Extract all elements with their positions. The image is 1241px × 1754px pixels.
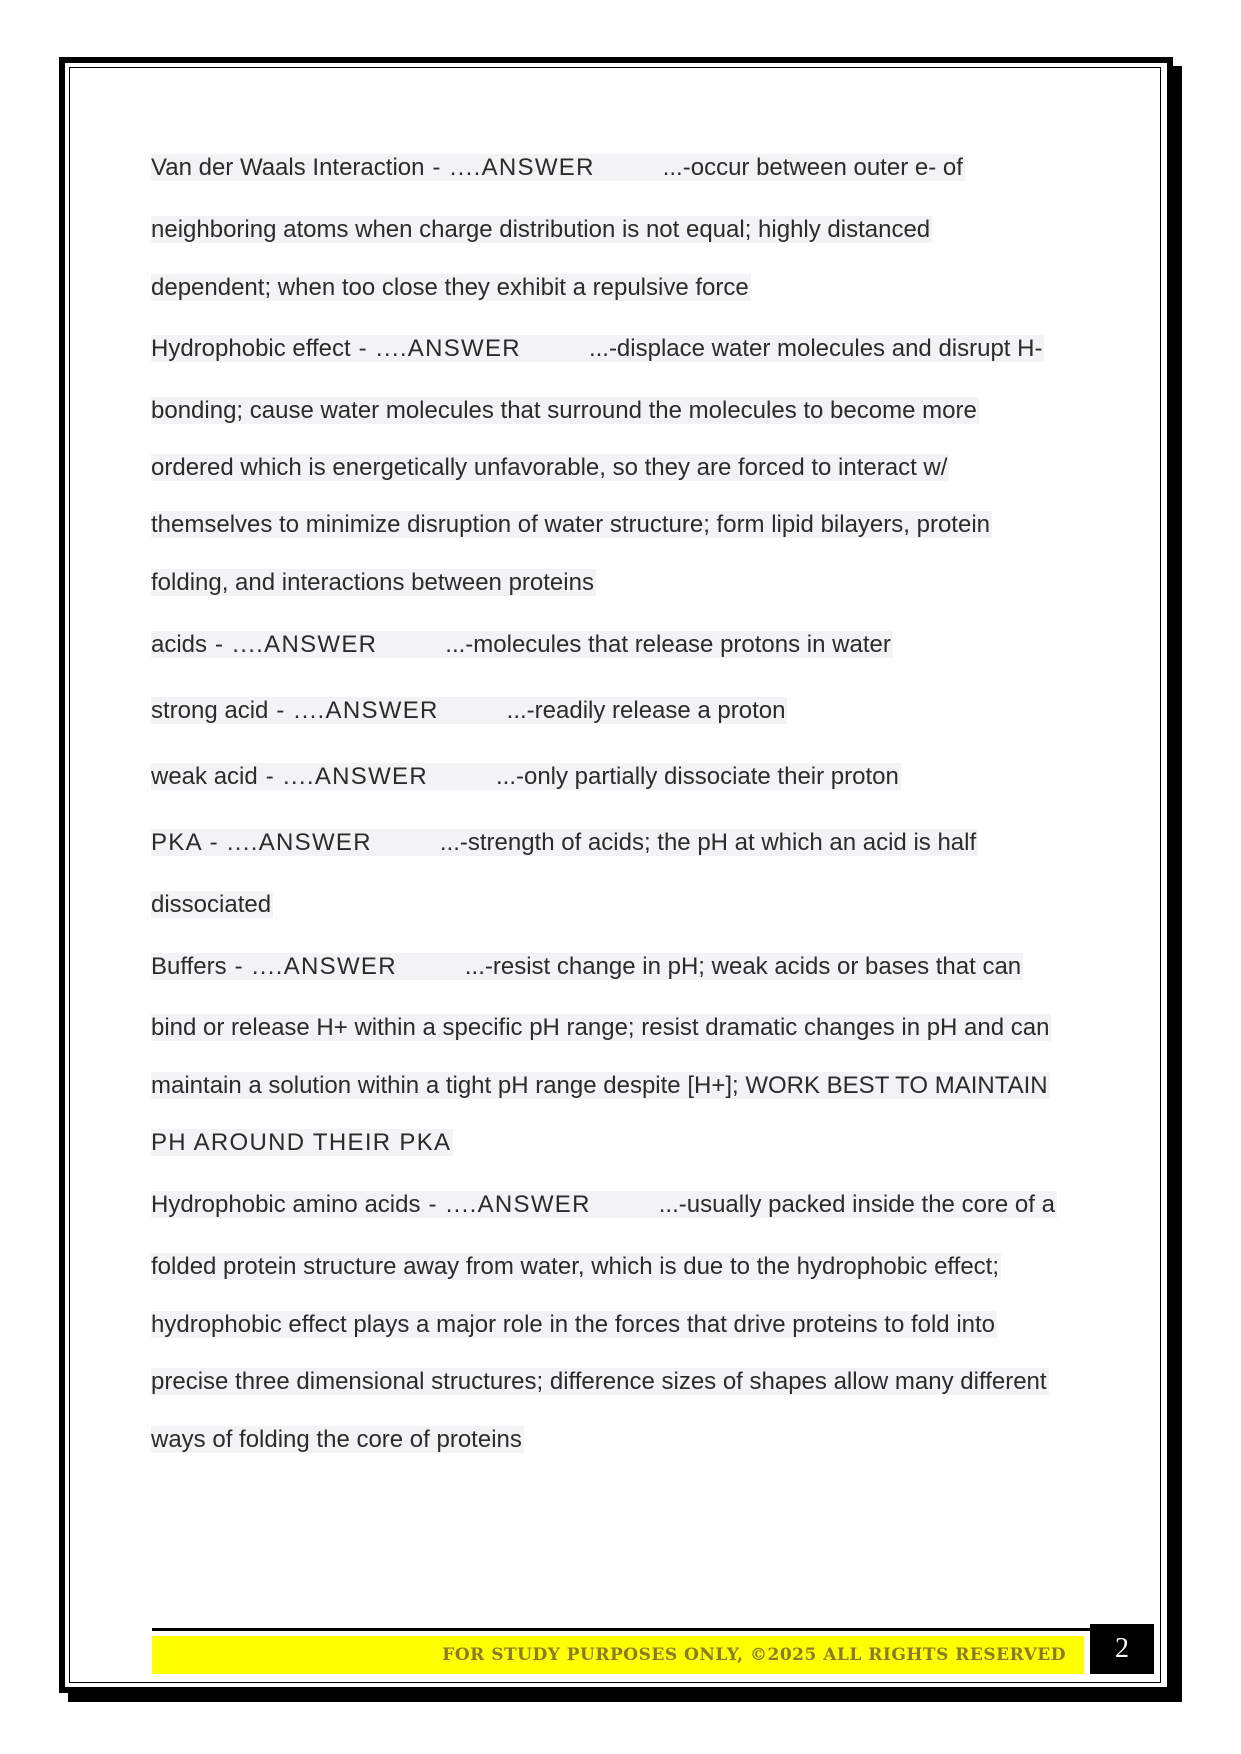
answer-marker: - ....ANSWER xyxy=(207,631,378,658)
entry-line: neighboring atoms when charge distribution is not equal; highly distanced xyxy=(151,216,931,243)
entry-heading xyxy=(151,762,901,792)
entry-heading xyxy=(151,952,1023,982)
entry-line: bonding; cause water molecules that surround the molecules to become more xyxy=(151,397,977,424)
entry-term: Van der Waals Interaction xyxy=(151,154,425,181)
entry-heading xyxy=(151,630,893,660)
entry-answer: ...-occur between outer e- of xyxy=(662,154,963,181)
entry-term: PKA xyxy=(151,829,202,856)
entry-term: Hydrophobic amino acids xyxy=(151,1191,421,1218)
entry-answer: ...-resist change in pH; weak acids or bases that can xyxy=(464,953,1022,980)
entry-answer: ...-readily release a proton xyxy=(506,697,786,724)
entry-line: folding, and interactions between proteins xyxy=(151,569,594,596)
entry-term: strong acid xyxy=(151,697,269,724)
answer-marker: - ....ANSWER xyxy=(350,335,521,362)
entry-line: dependent; when too close they exhibit a repulsive force xyxy=(151,274,749,301)
answer-marker: - ....ANSWER xyxy=(420,1191,591,1218)
entry-line: precise three dimensional structures; difference sizes of shapes allow many different xyxy=(151,1368,1047,1395)
entry-answer: ...-displace water molecules and disrupt H- xyxy=(588,335,1043,362)
footer-band xyxy=(152,1636,1084,1674)
entry-answer: ...-usually packed inside the core of a xyxy=(658,1191,1055,1218)
entry-line: ways of folding the core of proteins xyxy=(151,1426,522,1453)
entry-line: dissociated xyxy=(151,891,272,918)
entry-term: weak acid xyxy=(151,763,258,790)
footer-rule xyxy=(152,1628,1092,1631)
entry-answer: ...-strength of acids; the pH at which an acid is half xyxy=(439,829,977,856)
entry-line: PH AROUND THEIR PKA xyxy=(151,1129,452,1156)
answer-marker: - ....ANSWER xyxy=(268,697,439,724)
entry-line: ordered which is energetically unfavorable, so they are forced to interact w/ xyxy=(151,454,948,481)
entry-line: themselves to minimize disruption of water structure; form lipid bilayers, protein xyxy=(151,511,990,538)
entry-line: folded protein structure away from water, which is due to the hydrophobic effect; xyxy=(151,1253,1000,1280)
entry-term: Buffers xyxy=(151,953,227,980)
entry-answer: ...-molecules that release protons in water xyxy=(445,631,891,658)
entry-heading xyxy=(151,153,965,183)
entry-line: maintain a solution within a tight pH range despite [H+]; WORK BEST TO MAINTAIN xyxy=(151,1072,1048,1099)
answer-marker: - ....ANSWER xyxy=(201,829,372,856)
footer-notice: FOR STUDY PURPOSES ONLY, ©2025 ALL RIGHTS RESERVED xyxy=(442,1645,1066,1665)
entry-heading xyxy=(151,828,978,858)
answer-marker: - ....ANSWER xyxy=(226,953,397,980)
answer-marker: - ....ANSWER xyxy=(257,763,428,790)
entry-term: Hydrophobic effect xyxy=(151,335,351,362)
entry-term: acids xyxy=(151,631,208,658)
answer-marker: - ....ANSWER xyxy=(424,154,595,181)
entry-answer: ...-only partially dissociate their proton xyxy=(495,763,899,790)
entry-heading xyxy=(151,696,787,726)
entry-line: hydrophobic effect plays a major role in the forces that drive proteins to fold into xyxy=(151,1311,996,1338)
page-number: 2 xyxy=(1090,1624,1154,1674)
entry-heading xyxy=(151,1190,1057,1220)
entry-line: bind or release H+ within a specific pH range; resist dramatic changes in pH and can xyxy=(151,1014,1050,1041)
entry-heading xyxy=(151,334,1044,364)
